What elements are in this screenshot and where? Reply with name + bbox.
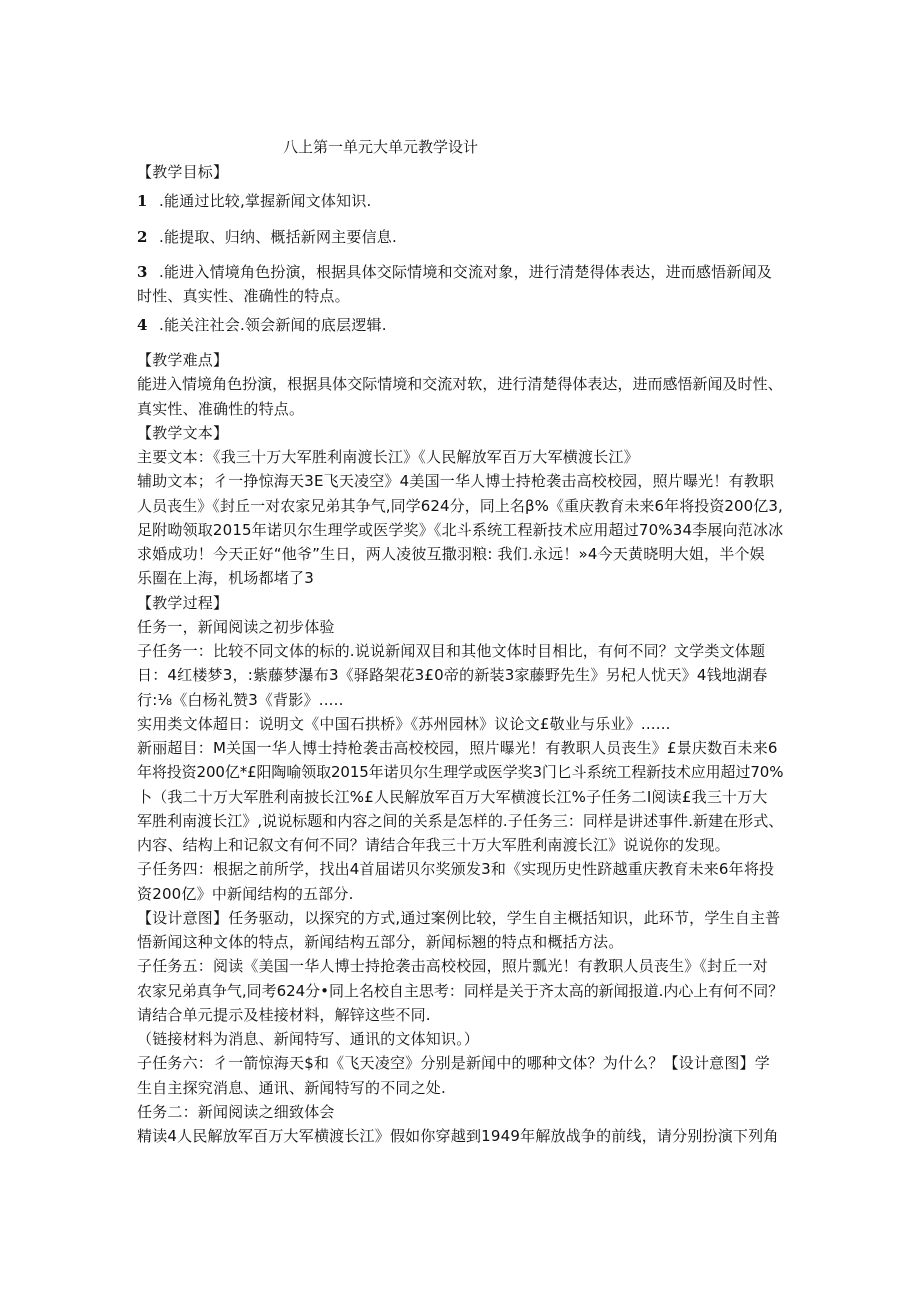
objective-number: 4 bbox=[137, 316, 148, 334]
process-line: 生自主探究消息、通讯、新闻特写的不同之处. bbox=[137, 1079, 446, 1097]
process-line: 任务二：新闻阅读之细致体会 bbox=[137, 1103, 335, 1121]
objective-text: .能关注社会.领会新闻的底层逻辑. bbox=[159, 316, 387, 334]
difficulty-line: 真实性、准确性的特点。 bbox=[137, 400, 305, 418]
process-line: 军胜利南渡长江》,说说标题和内容之间的关系是怎样的.子任务三：同样是讲述事件.新建在形式、 bbox=[137, 812, 784, 830]
process-line: 请结合单元提示及桂接材料，解锌这些不同. bbox=[137, 1006, 431, 1024]
objective-number: 3 bbox=[137, 263, 148, 281]
texts-line: 人员丧生》《封丘一对农家兄弟其争气,同学624分，同上名β%《重庆教育未来6年将投资200亿3, bbox=[137, 497, 783, 515]
document-title: 八上第一单元大单元教学设计 bbox=[283, 138, 479, 156]
process-line: 行:⅛《白杨礼赞3《背影》..... bbox=[137, 691, 344, 709]
objective-text: .能提取、归纳、概括新网主要信息. bbox=[159, 228, 397, 246]
objective-text: .能通过比较,掌握新闻文体知识. bbox=[159, 192, 372, 210]
objective-item bbox=[137, 261, 772, 283]
process-heading: 【教学过程】 bbox=[137, 594, 229, 612]
objectives-heading: 【教学目标】 bbox=[137, 163, 229, 181]
objective-continuation: 时性、真实性、准确性的特点。 bbox=[137, 287, 350, 305]
process-line: 卜（我二十万大军胜利南披长江%£人民解放军百万大军横渡长江%子任务二I阅读£我三十万大 bbox=[137, 788, 768, 806]
process-line: 子任务一：比较不同文体的标的.说说新闻双目和其他文体时目相比，有何不同？文学类文体题 bbox=[137, 642, 766, 660]
objective-item bbox=[137, 190, 372, 212]
objective-number: 1 bbox=[137, 192, 148, 210]
texts-heading: 【教学文本】 bbox=[137, 424, 229, 442]
process-line: （链接材料为消息、新闻特写、通讯的文体知识。） bbox=[137, 1030, 480, 1048]
process-line: 【设计意图】任务驱动，以探究的方式,通过案例比较，学生自主概括知识，此环节，学生自主普 bbox=[137, 909, 781, 927]
process-line: 子任务四：根据之前所学，找出4首届诺贝尔奖颁发3和《实现历史性跻越重庆教育未来6年将投 bbox=[137, 860, 775, 878]
objective-item bbox=[137, 226, 397, 248]
process-line: 子任务五：阅读《美国一华人博士持抢袭击高校校园，照片瓢光！有教职人员丧生》《封丘一对 bbox=[137, 957, 768, 975]
process-line: 任务一，新闻阅读之初步体验 bbox=[137, 618, 335, 636]
process-line: 实用类文体超日：说明文《中国石拱桥》《苏州园林》议论文£敬业与乐业》...... bbox=[137, 715, 671, 733]
objective-number: 2 bbox=[137, 228, 148, 246]
process-line: 内容、结构上和记叙文有何不同？请结合年我三十万大军胜利南渡长江》说说你的发现。 bbox=[137, 836, 730, 854]
objective-item bbox=[137, 314, 387, 336]
process-line: 悟新闻这种文体的特点，新闻结构五部分，新闻标翘的特点和概括方法。 bbox=[137, 933, 624, 951]
process-line: 日：4红楼梦3，:紫藤梦瀑布3《驿路架花3£0帝的新装3家藤野先生》另杞人忧天》4钱地湖春 bbox=[137, 666, 768, 684]
texts-line: 足附呦领取2015年诺贝尔生理学或医学奖》《北斗系统工程新技术应用超过70%34李展向范冰冰 bbox=[137, 521, 784, 539]
texts-line: 乐圈在上海，机场都堵了3 bbox=[137, 569, 314, 587]
process-line: 新丽超目：M关国一华人博士持枪袭击高校校园，照片曝光！有教职人员丧生》£景庆数百未来6 bbox=[137, 739, 778, 757]
texts-line: 主要文本：《我三十万大军胜利南渡长江》《人民解放军百万大军横渡长江》 bbox=[137, 448, 639, 466]
texts-line: 辅助文本；彳一挣惊海天3E飞天凌空》4美国一华人博士持枪袭击高校校园，照片曝光！有教职 bbox=[137, 472, 775, 490]
texts-line: 求婚成功！今天正好“他爷”生日，两人凌彼互撒羽粮: 我们.永远！»4今天黄晓明大姐，半个娱 bbox=[137, 545, 765, 563]
process-line: 年将投资200亿*£阳陶喻领取2015年诺贝尔生理学或医学奖3门匕斗系统工程新技术应用超过70% bbox=[137, 763, 784, 781]
process-line: 农家兄弟真争气,同考624分•同上名校自主思考：同样是关于齐太高的新闻报道.内心上有何不同？ bbox=[137, 982, 784, 1000]
process-line: 精读4人民解放军百万大军横渡长江》假如你穿越到1949年解放战争的前线，请分别扮演下列角 bbox=[137, 1127, 779, 1145]
process-line: 资200亿》中新闻结构的五部分. bbox=[137, 885, 354, 903]
objective-text: .能进入情境角色扮演，根据具体交际情境和交流对象，进行清楚得体表达，进而感悟新闻及 bbox=[159, 263, 772, 281]
process-line: 子任务六：彳一箭惊海天$和《飞天凌空》分别是新闻中的哪种文体？为什么？【设计意图】学 bbox=[137, 1054, 770, 1072]
difficulty-line: 能进入情境角色扮演，根据具体交际情境和交流对软，进行清楚得体表达，进而感悟新闻及时性、 bbox=[137, 375, 783, 393]
difficulty-heading: 【教学难点】 bbox=[137, 351, 229, 369]
